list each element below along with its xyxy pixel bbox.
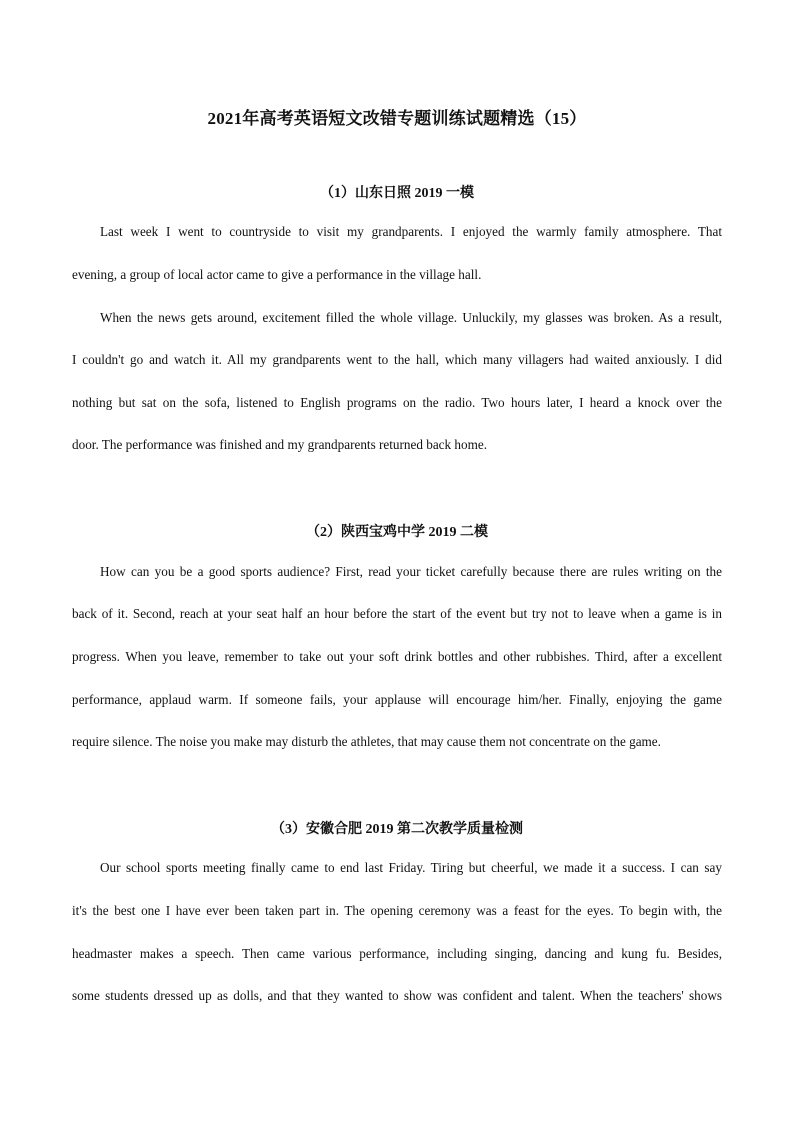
paragraph-line: headmaster makes a speech. Then came various performance, including singing, dancing and kung fu. Besides, <box>72 946 722 961</box>
paragraph-line: back of it. Second, reach at your seat half an hour before the start of the event but try not to leave when a game is in <box>72 606 722 621</box>
section-heading-2: （2）陕西宝鸡中学 2019 二模 <box>306 525 488 540</box>
paragraph-line: evening, a group of local actor came to give a performance in the village hall. <box>72 267 482 282</box>
paragraph-line: require silence. The noise you make may disturb the athletes, that may cause them not concentrate on the game. <box>72 734 661 749</box>
section-heading-3: （3）安徽合肥 2019 第二次教学质量检测 <box>271 822 523 837</box>
paragraph-line: Last week I went to countryside to visit my grandparents. I enjoyed the warmly family atmosphere. That <box>100 224 722 239</box>
paragraph-line: When the news gets around, excitement filled the whole village. Unluckily, my glasses was broken. As a result, <box>100 310 722 325</box>
paragraph-line: some students dressed up as dolls, and that they wanted to show was confident and talent. When the teachers' shows <box>72 988 722 1003</box>
paragraph-line: How can you be a good sports audience? First, read your ticket carefully because there are rules writing on the <box>100 564 722 579</box>
paragraph-line: I couldn't go and watch it. All my grandparents went to the hall, which many villagers had waited anxiously. I did <box>72 352 722 367</box>
paragraph-line: progress. When you leave, remember to take out your soft drink bottles and other rubbishes. Third, after a excellent <box>72 649 722 664</box>
paragraph-line: it's the best one I have ever been taken part in. The opening ceremony was a feast for the eyes. To begin with, the <box>72 903 722 918</box>
document-title: 2021年高考英语短文改错专题训练试题精选（15） <box>207 109 587 128</box>
paragraph-line: Our school sports meeting finally came to end last Friday. Tiring but cheerful, we made it a success. I can say <box>100 860 722 875</box>
paragraph-line: performance, applaud warm. If someone fails, your applause will encourage him/her. Finally, enjoying the game <box>72 692 722 707</box>
paragraph-line: nothing but sat on the sofa, listened to English programs on the radio. Two hours later, I heard a knock over the <box>72 395 722 410</box>
section-heading-1: （1）山东日照 2019 一模 <box>320 186 474 201</box>
paragraph-line: door. The performance was finished and my grandparents returned back home. <box>72 437 488 452</box>
